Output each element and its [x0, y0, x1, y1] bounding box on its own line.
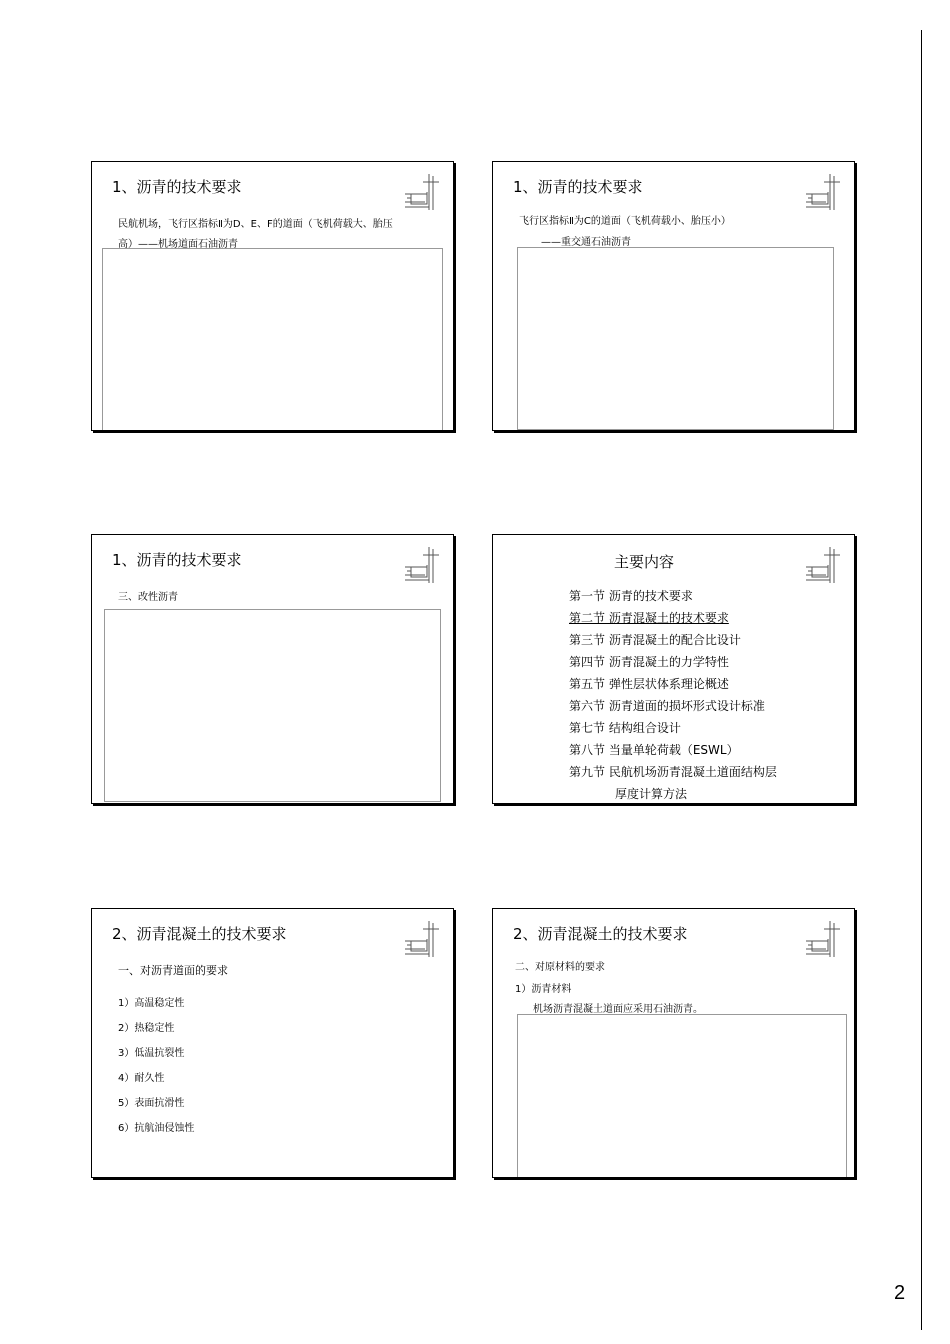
slide-text-line: 三、改性沥青 — [118, 592, 178, 603]
slide-6 — [492, 908, 855, 1178]
list-item: 5）表面抗滑性 — [118, 1098, 185, 1109]
building-logo-icon — [405, 174, 439, 210]
slide-text-line: 二、对原材料的要求 — [515, 962, 605, 973]
requirements-list — [118, 991, 194, 1141]
slide-5 — [91, 908, 454, 1178]
slide-text-line: ——重交通石油沥青 — [541, 237, 631, 248]
slide-text-line: 机场沥青混凝土道面应采用石油沥青。 — [533, 1004, 703, 1015]
slide-title: 1、沥青的技术要求 — [112, 551, 242, 569]
list-item: 4）耐久性 — [118, 1073, 165, 1084]
toc-item-active[interactable]: 第二节 沥青混凝土的技术要求 — [569, 611, 729, 625]
building-logo-icon — [405, 547, 439, 583]
list-item: 3）低温抗裂性 — [118, 1048, 185, 1059]
slide-text-line: 飞行区指标Ⅱ为C的道面（飞机荷载小、胎压小） — [519, 216, 731, 227]
table-of-contents — [569, 585, 777, 804]
image-placeholder-box — [517, 1014, 847, 1178]
toc-item[interactable]: 第九节 民航机场沥青混凝土道面结构层 — [569, 765, 777, 779]
building-logo-icon — [806, 547, 840, 583]
toc-item[interactable]: 第六节 沥青道面的损坏形式设计标准 — [569, 699, 765, 713]
slide-text-line: 民航机场，飞行区指标Ⅱ为D、E、F的道面（飞机荷载大、胎压 — [118, 219, 393, 230]
list-item: 6）抗航油侵蚀性 — [118, 1123, 195, 1134]
building-logo-icon — [806, 921, 840, 957]
toc-item[interactable]: 第四节 沥青混凝土的力学特性 — [569, 655, 729, 669]
slide-2 — [492, 161, 855, 431]
slide-4 — [492, 534, 855, 804]
page-margin-line — [921, 30, 922, 1330]
page-number: 2 — [894, 1282, 906, 1304]
image-placeholder-box — [104, 609, 441, 802]
toc-item[interactable]: 第五节 弹性层状体系理论概述 — [569, 677, 729, 691]
slide-title: 1、沥青的技术要求 — [513, 178, 643, 196]
slide-text-line: 高）——机场道面石油沥青 — [118, 239, 238, 250]
toc-item[interactable]: 第三节 沥青混凝土的配合比设计 — [569, 633, 741, 647]
list-item: 2）热稳定性 — [118, 1023, 175, 1034]
toc-item[interactable]: 第一节 沥青的技术要求 — [569, 589, 693, 603]
image-placeholder-box — [102, 248, 443, 431]
building-logo-icon — [806, 174, 840, 210]
slide-3 — [91, 534, 454, 804]
slide-1 — [91, 161, 454, 431]
building-logo-icon — [405, 921, 439, 957]
slide-title: 2、沥青混凝土的技术要求 — [513, 925, 688, 943]
toc-item[interactable]: 第八节 当量单轮荷载（ESWL） — [569, 743, 739, 757]
slide-title: 主要内容 — [614, 553, 675, 571]
slide-title: 1、沥青的技术要求 — [112, 178, 242, 196]
image-placeholder-box — [517, 247, 834, 430]
toc-item-continuation: 厚度计算方法 — [615, 787, 688, 801]
slide-title: 2、沥青混凝土的技术要求 — [112, 925, 287, 943]
slide-text-line: 1）沥青材料 — [515, 984, 572, 995]
toc-item[interactable]: 第七节 结构组合设计 — [569, 721, 681, 735]
slide-subtitle: 一、对沥青道面的要求 — [118, 964, 228, 977]
list-item: 1）高温稳定性 — [118, 998, 185, 1009]
